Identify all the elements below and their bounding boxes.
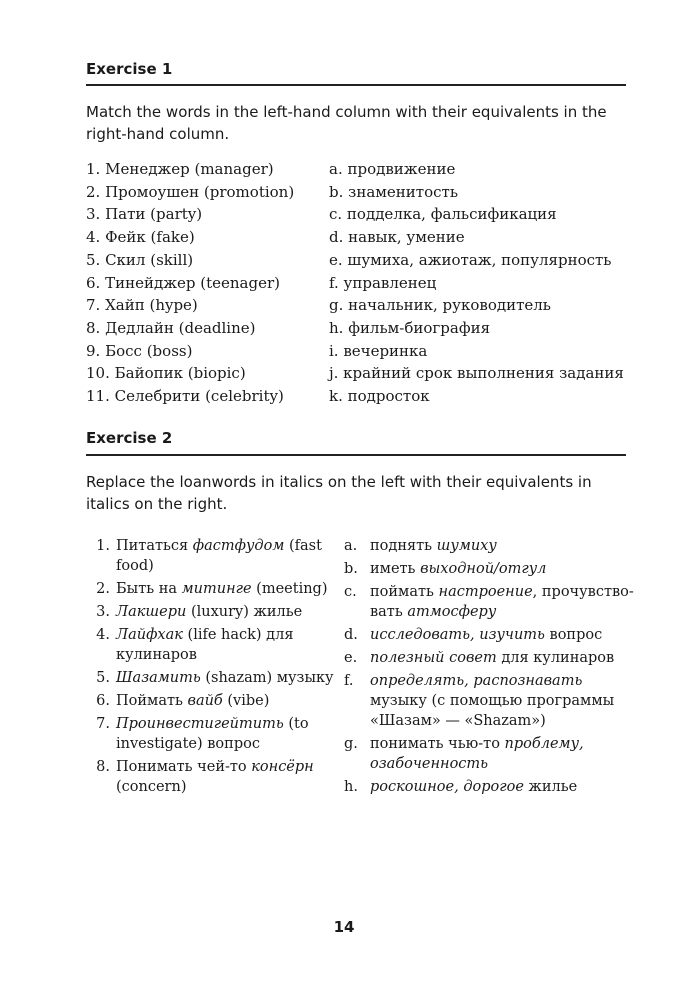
list-item [86,668,336,688]
plain-text: иметь [370,561,421,577]
italic-text: консёрн [251,759,314,775]
plain-text: (vibe) [222,693,270,709]
italic-text: настроение [438,584,533,600]
list-item: h. фильм-биография [329,318,491,337]
list-item: 2. Промоушен (promotion) [86,182,295,201]
plain-text: (luxury) жилье [186,604,303,620]
item-text [116,714,336,754]
italic-text: роскошное, дорогое [370,779,524,795]
item-marker: d. [344,627,358,643]
italic-text: вайб [187,693,223,709]
list-item: 4. Фейк (fake) [86,228,195,247]
list-item: 8. Дедлайн (deadline) [86,318,256,337]
item-marker: 7. [96,716,110,732]
exercise-1-rule [86,84,626,86]
exercise-2-right-column [344,536,634,800]
exercise-2-instruction: Replace the loanwords in italics on the left with their equivalents in italics on the right. [86,473,592,513]
item-text [370,559,634,579]
exercise-2-title: Exercise 2 [86,429,173,447]
list-item: 7. Хайп (hype) [86,296,198,315]
item-text [370,625,634,645]
item-marker: 4. [96,627,110,643]
item-text [370,777,634,797]
exercise-1-title: Exercise 1 [86,60,173,78]
list-item: 3. Пати (party) [86,205,203,224]
list-item [344,777,634,797]
list-item: e. шумиха, ажиотаж, популярность [329,250,612,269]
plain-text: Питаться [116,538,193,554]
item-text [116,579,336,599]
plain-text: Поймать [116,693,188,709]
list-item: b. знаменитость [329,182,458,201]
item-text [116,668,336,688]
list-item: a. продвижение [329,160,456,178]
list-item [344,734,634,774]
plain-text: (meeting) [251,581,328,597]
exercise-1-instruction: Match the words in the left-hand column with their equivalents in the right-hand column. [86,103,607,143]
list-item [86,536,336,576]
item-text [370,648,634,668]
italic-text: шумиху [436,538,497,554]
item-marker: g. [344,736,358,752]
plain-text: музыку (с помощью программы «Шазам» — «Shazam») [370,693,615,729]
plain-text: (fast food) [116,538,322,574]
list-item: g. начальник, руководитель [329,296,551,315]
plain-text: , прочувство-вать [370,584,634,620]
italic-text: Лайфхак [116,627,183,643]
exercise-2-rule [86,454,626,456]
item-marker: a. [344,538,358,554]
italic-text: определять, распознавать [370,673,583,689]
list-item: f. управленец [329,273,437,292]
plain-text: (to investigate) вопрос [116,716,309,752]
item-marker: e. [344,650,358,666]
list-item [344,559,634,579]
list-item [86,757,336,797]
item-text [370,671,634,731]
list-item: i. вечеринка [329,341,428,360]
item-marker: h. [344,779,358,795]
list-item: 10. Байопик (biopic) [86,364,246,383]
italic-text: Лакшери [116,604,187,620]
plain-text: поднять [370,538,437,554]
item-text [370,734,634,774]
list-item: j. крайний срок выполнения задания [329,364,624,383]
list-item [86,625,336,665]
plain-text: (shazam) музыку [200,670,334,686]
list-item [344,536,634,556]
plain-text: (concern) [116,779,187,795]
item-text [116,691,336,711]
item-marker: c. [344,584,357,600]
item-marker: 3. [96,604,110,620]
item-marker: f. [344,673,354,689]
page-number: 14 [333,918,355,936]
item-text [116,602,336,622]
list-item: k. подросток [329,387,430,406]
list-item: 9. Босс (boss) [86,341,193,360]
list-item: 1. Менеджер (manager) [86,160,274,178]
plain-text: поймать [370,584,439,600]
item-marker: 8. [96,759,110,775]
item-text [370,582,634,622]
list-item [344,625,634,645]
list-item: 6. Тинейджер (teenager) [86,273,280,292]
item-marker: 5. [96,670,110,686]
list-item [86,691,336,711]
list-item: d. навык, умение [329,228,465,247]
item-text [370,536,634,556]
list-item: 11. Селебрити (celebrity) [86,387,284,406]
list-item [344,582,634,622]
item-text [116,625,336,665]
item-marker: 1. [96,538,110,554]
item-marker: b. [344,561,358,577]
plain-text: жилье [523,779,578,795]
list-item [86,602,336,622]
italic-text: атмосферу [407,604,497,620]
plain-text: вопрос [544,627,603,643]
item-text [116,757,336,797]
exercise-1-right-column [329,158,634,408]
list-item [86,579,336,599]
italic-text: Шазамить [116,670,201,686]
item-text [116,536,336,576]
list-item [344,648,634,668]
italic-text: исследовать, изучить [370,627,545,643]
italic-text: митинге [181,581,252,597]
list-item: c. подделка, фальсификация [329,205,557,224]
exercise-1-left-column [86,158,336,408]
plain-text: понимать чью-то [370,736,505,752]
italic-text: проблему, озабоченность [370,736,584,772]
plain-text: (life hack) для кулинаров [116,627,294,663]
list-item: 5. Скил (skill) [86,250,194,269]
italic-text: фастфудом [192,538,285,554]
plain-text: Понимать чей-то [116,759,252,775]
plain-text: Быть на [116,581,182,597]
italic-text: Проинвестигейтить [116,716,284,732]
italic-text: полезный совет [370,650,497,666]
list-item [86,714,336,754]
list-item [344,671,634,731]
item-marker: 2. [96,581,110,597]
item-marker: 6. [96,693,110,709]
exercise-2-left-column [86,536,336,800]
italic-text: выходной/отгул [420,561,547,577]
plain-text: для кулинаров [496,650,615,666]
